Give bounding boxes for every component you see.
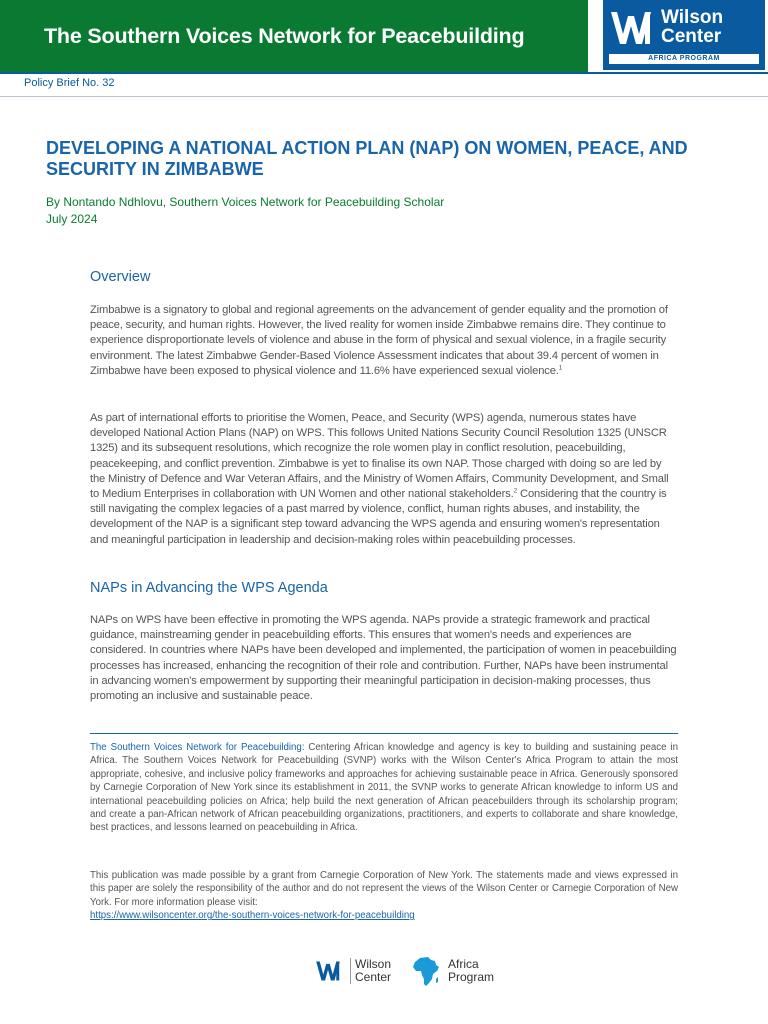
wilson-w-icon — [609, 6, 653, 50]
series-title: The Southern Voices Network for Peacebuilding — [44, 24, 525, 48]
about-svnp-paragraph: The Southern Voices Network for Peacebuilding: Centering African knowledge and agency is key to building and sustaining peace in Africa. The Southern Voices Network for Peacebuilding (SVNP) works with the Wilson Center's Africa Program to attain the most appropriate, cohesive, and inclusive policy frameworks and approaches for achieving sustainable peace in Africa. Generously sponsored by Carnegie Corporation of New York since its establishment in 2011, the SVNP works to generate African knowledge to inform US and international peacebuilding policies on Africa; help build the next generation of African peacebuilders through its scholarship program; and create a pan-African network of African peacebuilding organizations, practitioners, and experts to collaborate and share knowledge, best practices, and lessons learned on peacebuilding in Africa. — [90, 742, 678, 834]
wilson-center-logo — [588, 0, 768, 72]
disclaimer-paragraph: This publication was made possible by a grant from Carnegie Corporation of New York. The statements made and views expressed in this paper are solely the responsibility of the author and do not represent the views of the Wilson Center or Carnegie Corporation of New York. For more information please visit: https://www.wilsoncenter.org/the-southern-voices-network-for-peacebuilding — [90, 870, 678, 922]
divider — [0, 96, 768, 97]
footnote-marker[interactable]: 1 — [558, 364, 563, 372]
footer-wilson-wordmark: Wilson Center — [350, 958, 391, 984]
publication-date: July 2024 — [46, 212, 98, 226]
divider — [90, 733, 678, 734]
byline — [46, 194, 444, 228]
africa-map-icon — [412, 956, 440, 988]
document-title: DEVELOPING A NATIONAL ACTION PLAN (NAP) ON WOMEN, PEACE, AND SECURITY IN ZIMBABWE — [46, 138, 688, 179]
africa-program-label: AFRICA PROGRAM — [609, 54, 759, 64]
body-paragraph: As part of international efforts to prioritise the Women, Peace, and Security (WPS) agenda, numerous states have developed National Action Plans (NAP) on WPS. This follows United Nations Security Council Resolution 1325 (UNSCR 1325) and its subsequent resolutions, which recognize the role women play in conflict resolution, peacebuilding, peacekeeping, and conflict prevention. Zimbabwe is yet to finalise its own NAP. Those charged with doing so are led by the Ministry of Defence and War Veteran Affairs, and the Ministry of Women Affairs, Community Development, and Small to Medium Enterprises in collaboration with UN Women and other national stakeholders.$^2$ Considering that the country is still navigating the complex legacies of a past marred by violence, conflict, human rights abuses, and instability, the development of the NAP is a significant step toward advancing the WPS agenda and ensuring women's representation and meaningful participation in leadership and decision-making roles within peacebuilding processes. — [90, 412, 669, 546]
svnp-website-link[interactable]: https://www.wilsoncenter.org/the-southern-voices-network-for-peacebuilding — [90, 910, 415, 922]
footer-africa-program-wordmark: Africa Program — [448, 957, 495, 984]
svnp-label: The Southern Voices Network for Peacebuilding: — [90, 742, 305, 753]
policy-brief-number: Policy Brief No. 32 — [24, 77, 115, 89]
section-heading-naps: NAPs in Advancing the WPS Agenda — [90, 580, 328, 596]
wilson-center-wordmark: Wilson Center — [661, 7, 724, 47]
author-line: By Nontando Ndhlovu, Southern Voices Network for Peacebuilding Scholar — [46, 195, 445, 209]
footnote-marker[interactable]: 2 — [513, 487, 518, 495]
body-paragraph: NAPs on WPS have been effective in promoting the WPS agenda. NAPs provide a strategic framework and practical guidance, mainstreaming gender in peacebuilding efforts. This ensures that women's needs and experiences are considered. In countries where NAPs have been developed and implemented, the participation of women in peacebuilding processes has increased, enhancing the recognition of their role and contribution. Further, NAPs have been instrumental in advancing women's empowerment by supporting their meaningful participation in decision-making processes, thus promoting an inclusive and sustainable peace. — [90, 614, 677, 703]
body-paragraph: Zimbabwe is a signatory to global and regional agreements on the advancement of gender equality and the promotion of peace, security, and human rights. However, the lived reality for women inside Zimbabwe remains dire. They continue to experience disproportionate levels of violence and abuse in the form of physical and sexual violence, in a fragile security environment. The latest Zimbabwe Gender-Based Violence Assessment indicates that about 39.4 percent of women in Zimbabwe have been exposed to physical violence and 11.6% have experienced sexual violence.$^1$ — [90, 304, 668, 377]
wilson-w-icon — [314, 958, 342, 984]
header-banner — [0, 0, 768, 74]
section-heading-overview: Overview — [90, 269, 151, 285]
footer-logo — [314, 956, 504, 988]
